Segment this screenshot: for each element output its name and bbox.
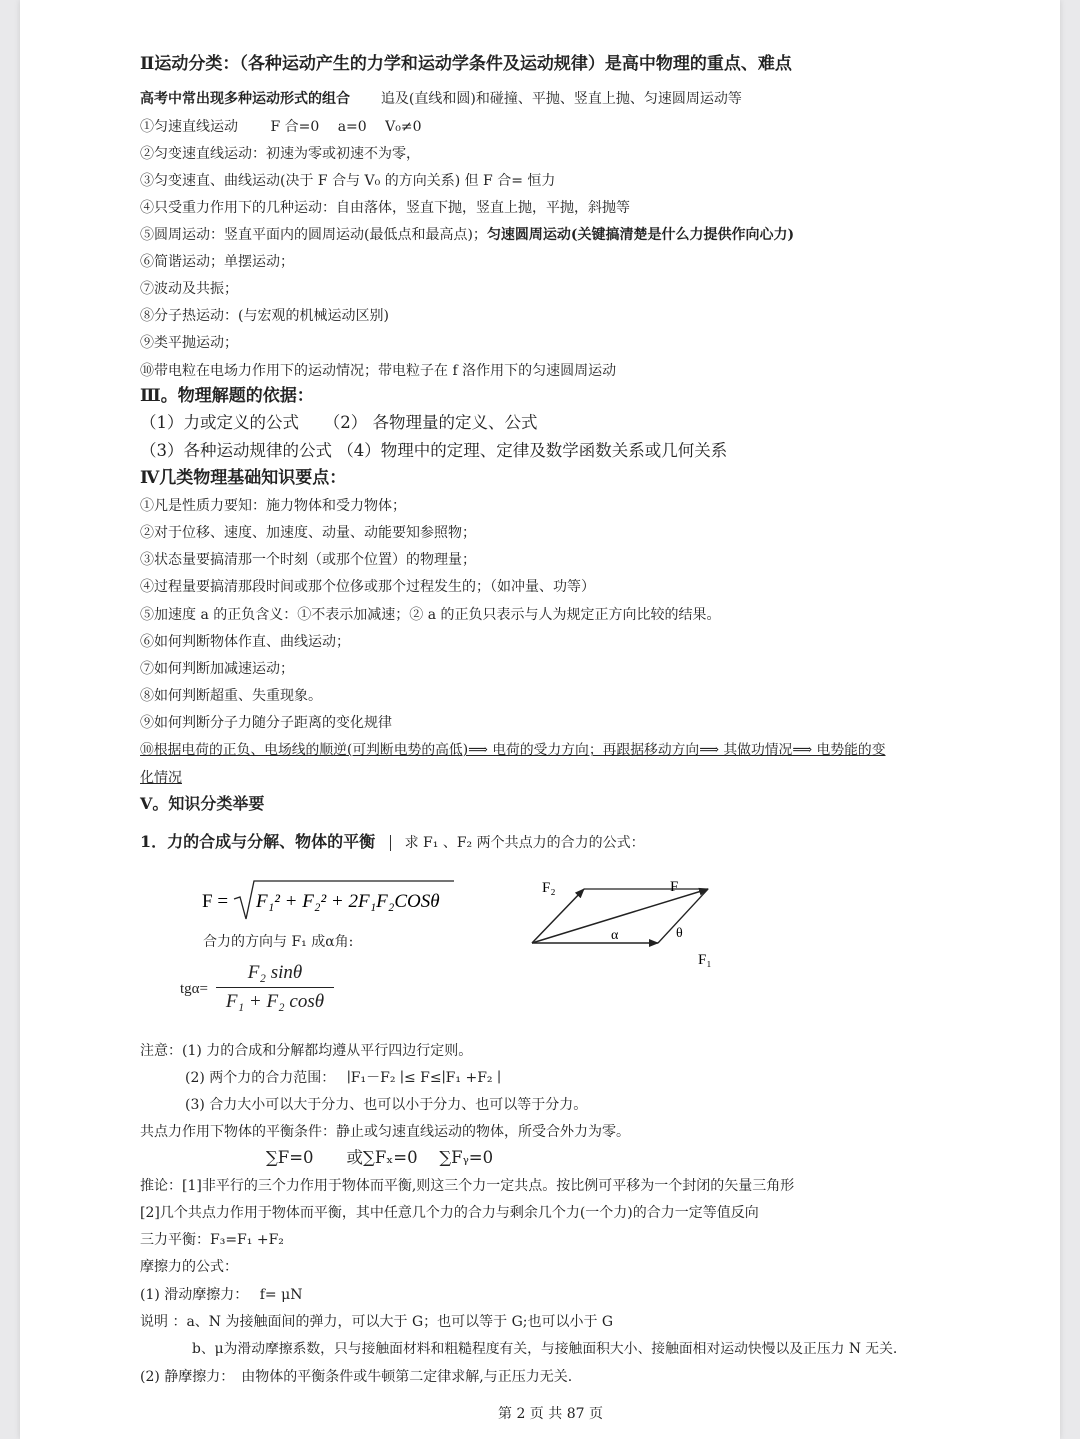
page-number: 第 2 页 共 87 页 bbox=[498, 1406, 603, 1422]
section-5-title: V。知识分类举要 bbox=[140, 794, 265, 813]
section-2-subtitle bbox=[140, 89, 742, 109]
basis-line-1: （1）力或定义的公式 （2） 各物理量的定义、公式 bbox=[140, 413, 538, 432]
item5-bold: 匀速圆周运动(关键搞清楚是什么力提供作向心力) bbox=[486, 227, 795, 243]
friction-title: 摩擦力的公式： bbox=[140, 1259, 238, 1275]
item5-plain: ⑤圆周运动：竖直平面内的圆周运动(最低点和最高点)； bbox=[140, 227, 487, 243]
subtitle-bold: 高考中常出现多种运动形式的组合 bbox=[140, 91, 350, 107]
document-page bbox=[20, 0, 1060, 1439]
label-F1: F₁ bbox=[698, 952, 712, 968]
label-theta: θ bbox=[676, 926, 683, 941]
tg-denominator: F₁ + F₂ cosθ bbox=[225, 991, 325, 1012]
section-2-title: Ⅱ运动分类：（各种运动产生的力学和运动学条件及运动规律）是高中物理的重点、难点 bbox=[140, 54, 792, 74]
knowledge-item-9: ⑨如何判断分子力随分子距离的变化规律 bbox=[140, 715, 392, 731]
parallelogram-diagram bbox=[520, 870, 730, 975]
knowledge-item-7: ⑦如何判断加减速运动； bbox=[140, 661, 294, 677]
note-2: (2) 两个力的合力范围： ∣F₁－F₂ ∣≤ F≤∣F₁ +F₂ ∣ bbox=[185, 1070, 502, 1086]
section-4-title: Ⅳ几类物理基础知识要点： bbox=[140, 468, 347, 488]
sub1-rest: 求 F₁ 、F₂ 两个共点力的合力的公式： bbox=[404, 835, 645, 851]
label-alpha: α bbox=[611, 928, 619, 943]
note-1: 注意：(1) 力的合成和分解都均遵从平行四边行定则。 bbox=[140, 1043, 473, 1059]
motion-item-4: ④只受重力作用下的几种运动：自由落体，竖直下抛，竖直上抛，平抛，斜抛等 bbox=[140, 200, 630, 216]
note-3: (3) 合力大小可以大于分力、也可以小于分力、也可以等于分力。 bbox=[185, 1097, 588, 1113]
three-force-balance: 三力平衡：F₃=F₁ +F₂ bbox=[140, 1232, 284, 1248]
motion-item-1: ①匀速直线运动 F 合=0 a=0 V₀≠0 bbox=[140, 119, 422, 135]
tg-numerator: F₂ sinθ bbox=[247, 962, 303, 983]
static-friction: (2) 静摩擦力： 由物体的平衡条件或牛顿第二定律求解,与正压力无关. bbox=[140, 1369, 573, 1385]
resultant-force-formula bbox=[200, 875, 470, 925]
knowledge-item-4: ④过程量要搞清那段时间或那个位侈或那个过程发生的；（如冲量、功等） bbox=[140, 579, 595, 595]
motion-item-3: ③匀变速直、曲线运动(决于 F 合与 V₀ 的方向关系) 但 F 合= 恒力 bbox=[140, 173, 556, 189]
knowledge-item-10-line2: 化情况 bbox=[140, 770, 182, 786]
section-3-title: Ⅲ。物理解题的依据： bbox=[140, 386, 314, 406]
knowledge-item-5: ⑤加速度 a 的正负含义：①不表示加减速；② a 的正负只表示与人为规定正方向比较的结果。 bbox=[140, 607, 721, 623]
knowledge-item-2: ②对于位移、速度、加速度、动量、动能要知参照物； bbox=[140, 525, 476, 541]
motion-item-9: ⑨类平抛运动； bbox=[140, 335, 238, 351]
subtitle-rest: 追及(直线和圆)和碰撞、平抛、竖直上抛、匀速圆周运动等 bbox=[380, 91, 742, 107]
motion-item-10: ⑩带电粒在电场力作用下的运动情况；带电粒子在 f 洛作用下的匀速圆周运动 bbox=[140, 363, 617, 379]
sub1-bold: 1．力的合成与分解、物体的平衡 bbox=[140, 832, 376, 851]
knowledge-item-3: ③状态量要搞清那一个时刻（或那个位置）的物理量； bbox=[140, 552, 476, 568]
tg-fraction bbox=[216, 962, 334, 1013]
tg-prefix: tgα= bbox=[180, 981, 208, 997]
inference-2: [2]几个共点力作用于物体而平衡，其中任意几个力的合力与剩余几个力(一个力)的合力一定等值反向 bbox=[140, 1205, 759, 1221]
knowledge-item-1: ①凡是性质力要知：施力物体和受力物体； bbox=[140, 498, 406, 514]
inference-1: 推论：[1]非平行的三个力作用于物体而平衡,则这三个力一定共点。按比例可平移为一个封闭的矢量三角形 bbox=[140, 1178, 795, 1194]
knowledge-item-6: ⑥如何判断物体作直、曲线运动； bbox=[140, 634, 350, 650]
equilibrium-formula: ∑F=0 或∑Fₓ=0 ∑Fᵧ=0 bbox=[266, 1148, 494, 1167]
sliding-friction: (1) 滑动摩擦力： f= μN bbox=[140, 1287, 303, 1303]
basis-line-2: （3）各种运动规律的公式 （4）物理中的定理、定律及数学函数关系或几何关系 bbox=[140, 441, 728, 460]
label-F: F bbox=[670, 879, 679, 895]
motion-item-7: ⑦波动及共振； bbox=[140, 281, 238, 297]
formula-radicand: F₁² + F₂² + 2F₁F₂COSθ bbox=[256, 891, 440, 912]
explain-a: 说明 ：a、N 为接触面间的弹力，可以大于 G；也可以等于 G;也可以小于 G bbox=[140, 1314, 614, 1330]
force-composition-heading bbox=[140, 832, 645, 853]
knowledge-item-8: ⑧如何判断超重、失重现象。 bbox=[140, 688, 322, 704]
direction-text: 合力的方向与 F₁ 成α角: bbox=[203, 934, 354, 950]
fraction-bar bbox=[216, 987, 334, 988]
motion-item-5 bbox=[140, 225, 794, 245]
knowledge-item-10-line1: ⑩根据电荷的正负、电场线的顺逆(可判断电势的高低)⟹ 电荷的受力方向；再跟据移动方向⟹ 其做功情况⟹ 电势能的变 bbox=[140, 742, 886, 758]
explain-b: b、μ为滑动摩擦系数，只与接触面材料和粗糙程度有关，与接触面积大小、接触面相对运动快慢以及正压力 N 无关. bbox=[192, 1341, 898, 1357]
label-F2: F₂ bbox=[542, 880, 556, 896]
equilibrium-condition: 共点力作用下物体的平衡条件：静止或匀速直线运动的物体，所受合外力为零。 bbox=[140, 1124, 630, 1140]
formula-F-lhs: F = bbox=[202, 891, 229, 912]
motion-item-2: ②匀变速直线运动：初速为零或初速不为零， bbox=[140, 146, 420, 162]
motion-item-8: ⑧分子热运动：(与宏观的机械运动区别) bbox=[140, 308, 389, 324]
motion-item-6: ⑥简谐运动；单摆运动； bbox=[140, 254, 294, 270]
